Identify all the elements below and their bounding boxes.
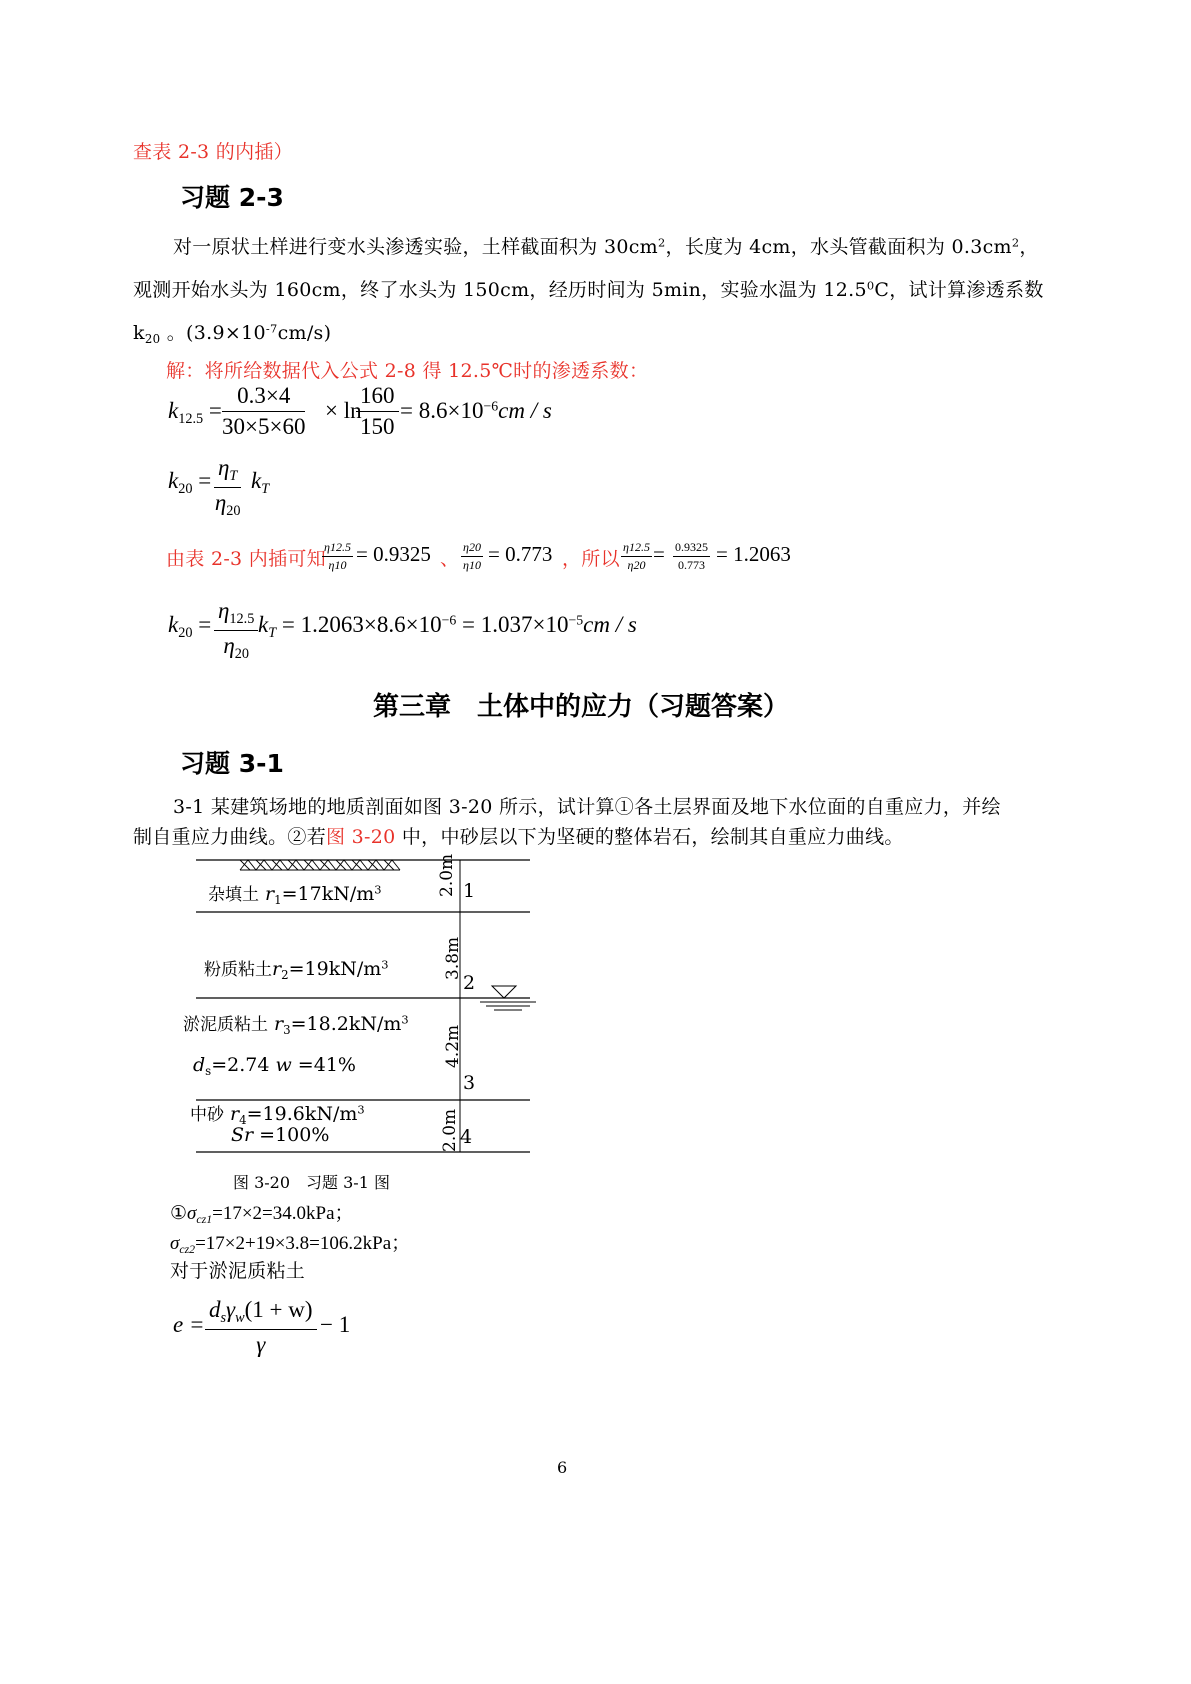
eq1-fraction1: $\frac{0.3\times 4}{30\times 5\times 60}$: [222, 383, 306, 439]
eq2-lhs: $k_{20}$ =: [168, 468, 212, 497]
eq3-lhs: $k_{20}$ =: [168, 612, 212, 641]
interp-prefix: 由表 2-3 内插可知: [166, 548, 326, 570]
chapter-title: 第三章 土体中的应力（习题答案）: [373, 692, 790, 722]
interp-fraction2: $\frac{\eta 20}{\eta 10}$: [463, 540, 481, 572]
interp-value3: = 1.2063: [716, 542, 791, 566]
interp-fraction4: $\frac{0.9325}{0.773}$: [675, 540, 708, 572]
interp-fraction1: $\frac{\eta 12.5}{\eta 10}$: [324, 540, 351, 572]
interp-so: ，所以: [562, 548, 620, 570]
eq2-fraction: $\frac{\eta_T}{\eta_{20}}$: [214, 455, 241, 519]
interp-separator: 、: [440, 548, 460, 570]
exercise-3-1-question-line2: 制自重应力曲线。②若图 3-20 中，中砂层以下为坚硬的整体岩石，绘制其自重应力曲线。: [133, 826, 904, 848]
layer3-label: 淤泥质粘土 $r_3=18.2kN/m^3$: [183, 1012, 409, 1038]
layer3-properties: $d_s=2.74$ w =41%: [193, 1054, 356, 1079]
eq2-kT: $k_T$: [251, 468, 270, 497]
e-fraction: $d_s\gamma_w(1 + w)$ γ: [205, 1297, 317, 1358]
eq1-fraction2: $\frac{160}{150}$: [356, 383, 399, 440]
calc-line-silt-clay: 对于淤泥质粘土: [170, 1260, 306, 1282]
layer4-saturation: Sr =100%: [231, 1124, 330, 1146]
layer3-index: 3: [463, 1072, 476, 1094]
e-tail: − 1: [320, 1312, 351, 1337]
layer2-thickness: 3.8m: [443, 936, 463, 980]
page-number: 6: [557, 1458, 568, 1477]
exercise-3-1-heading: 习题 3-1: [180, 749, 284, 778]
layer1-label: 杂填土 $r_1=17kN/m^3$: [208, 882, 382, 908]
e-lhs: e =: [173, 1312, 205, 1337]
layer4-thickness: 2.0m: [440, 1108, 460, 1152]
solution-intro: 解：将所给数据代入公式 2-8 得 12.5℃时的渗透系数：: [166, 360, 649, 382]
layer4-label: 中砂 $r_4=19.6kN/m^3$: [190, 1102, 365, 1128]
layer1-index: 1: [463, 880, 476, 902]
calc-line-sigma1: $①\sigma_{cz1}=17\times 2=34.0kPa$；: [170, 1203, 354, 1227]
exercise-2-3-question-line1: 对一原状土样进行变水头渗透实验，土样截面积为 $30cm^2$，长度为 4cm，水头管截面积为 $0.3cm^2$，: [173, 235, 1039, 258]
interp-value1: = 0.9325: [356, 542, 431, 566]
ground-hatch-icon: [240, 860, 400, 870]
interp-fraction3: $\frac{\eta 12.5}{\eta 20}$: [623, 540, 650, 572]
exercise-3-1-question-line1: 3-1 某建筑场地的地质剖面如图 3-20 所示，试计算①各土层界面及地下水位面的自重应力，并绘: [173, 796, 1001, 818]
interp-value2: = 0.773: [488, 542, 553, 566]
interp-eq: =: [653, 542, 665, 566]
eq1-rhs: = $8.6\times 10^{-6}cm / s$: [400, 398, 552, 423]
eq3-rhs: $k_T = 1.2063\times 8.6\times 10^{-6} = 1.037\times 10^{-5}cm / s$: [258, 612, 637, 641]
layer2-index: 2: [463, 972, 476, 994]
layer1-thickness: 2.0m: [437, 853, 457, 897]
eq1-ln: × ln: [325, 398, 362, 423]
layer3-thickness: 4.2m: [443, 1024, 463, 1068]
layer2-label: 粉质粘土$r_2=19kN/m^3$: [204, 957, 389, 983]
figure-caption: 图 3-20 习题 3-1 图: [233, 1173, 390, 1192]
exercise-2-3-question-answer: $k_{20}$ 。$(3.9\times 10^{-7}cm/s)$: [133, 321, 332, 347]
continuation-text: 查表 2-3 的内插）: [133, 141, 293, 163]
eq3-fraction: $\frac{\eta_{12.5}}{\eta_{20}}$: [214, 598, 258, 663]
calc-line-sigma2: $\sigma_{cz2}=17\times 2+19\times 3.8=106.2kPa$；: [170, 1233, 411, 1257]
exercise-2-3-question-line2: 观测开始水头为 160cm，终了水头为 150cm，经历时间为 5min，实验水温为 12.5$^0$C，试计算渗透系数: [133, 278, 1044, 301]
layer4-index: 4: [460, 1126, 473, 1148]
eq1-lhs: $k_{12.5}$ =: [168, 398, 222, 427]
exercise-2-3-heading: 习题 2-3: [180, 183, 284, 212]
